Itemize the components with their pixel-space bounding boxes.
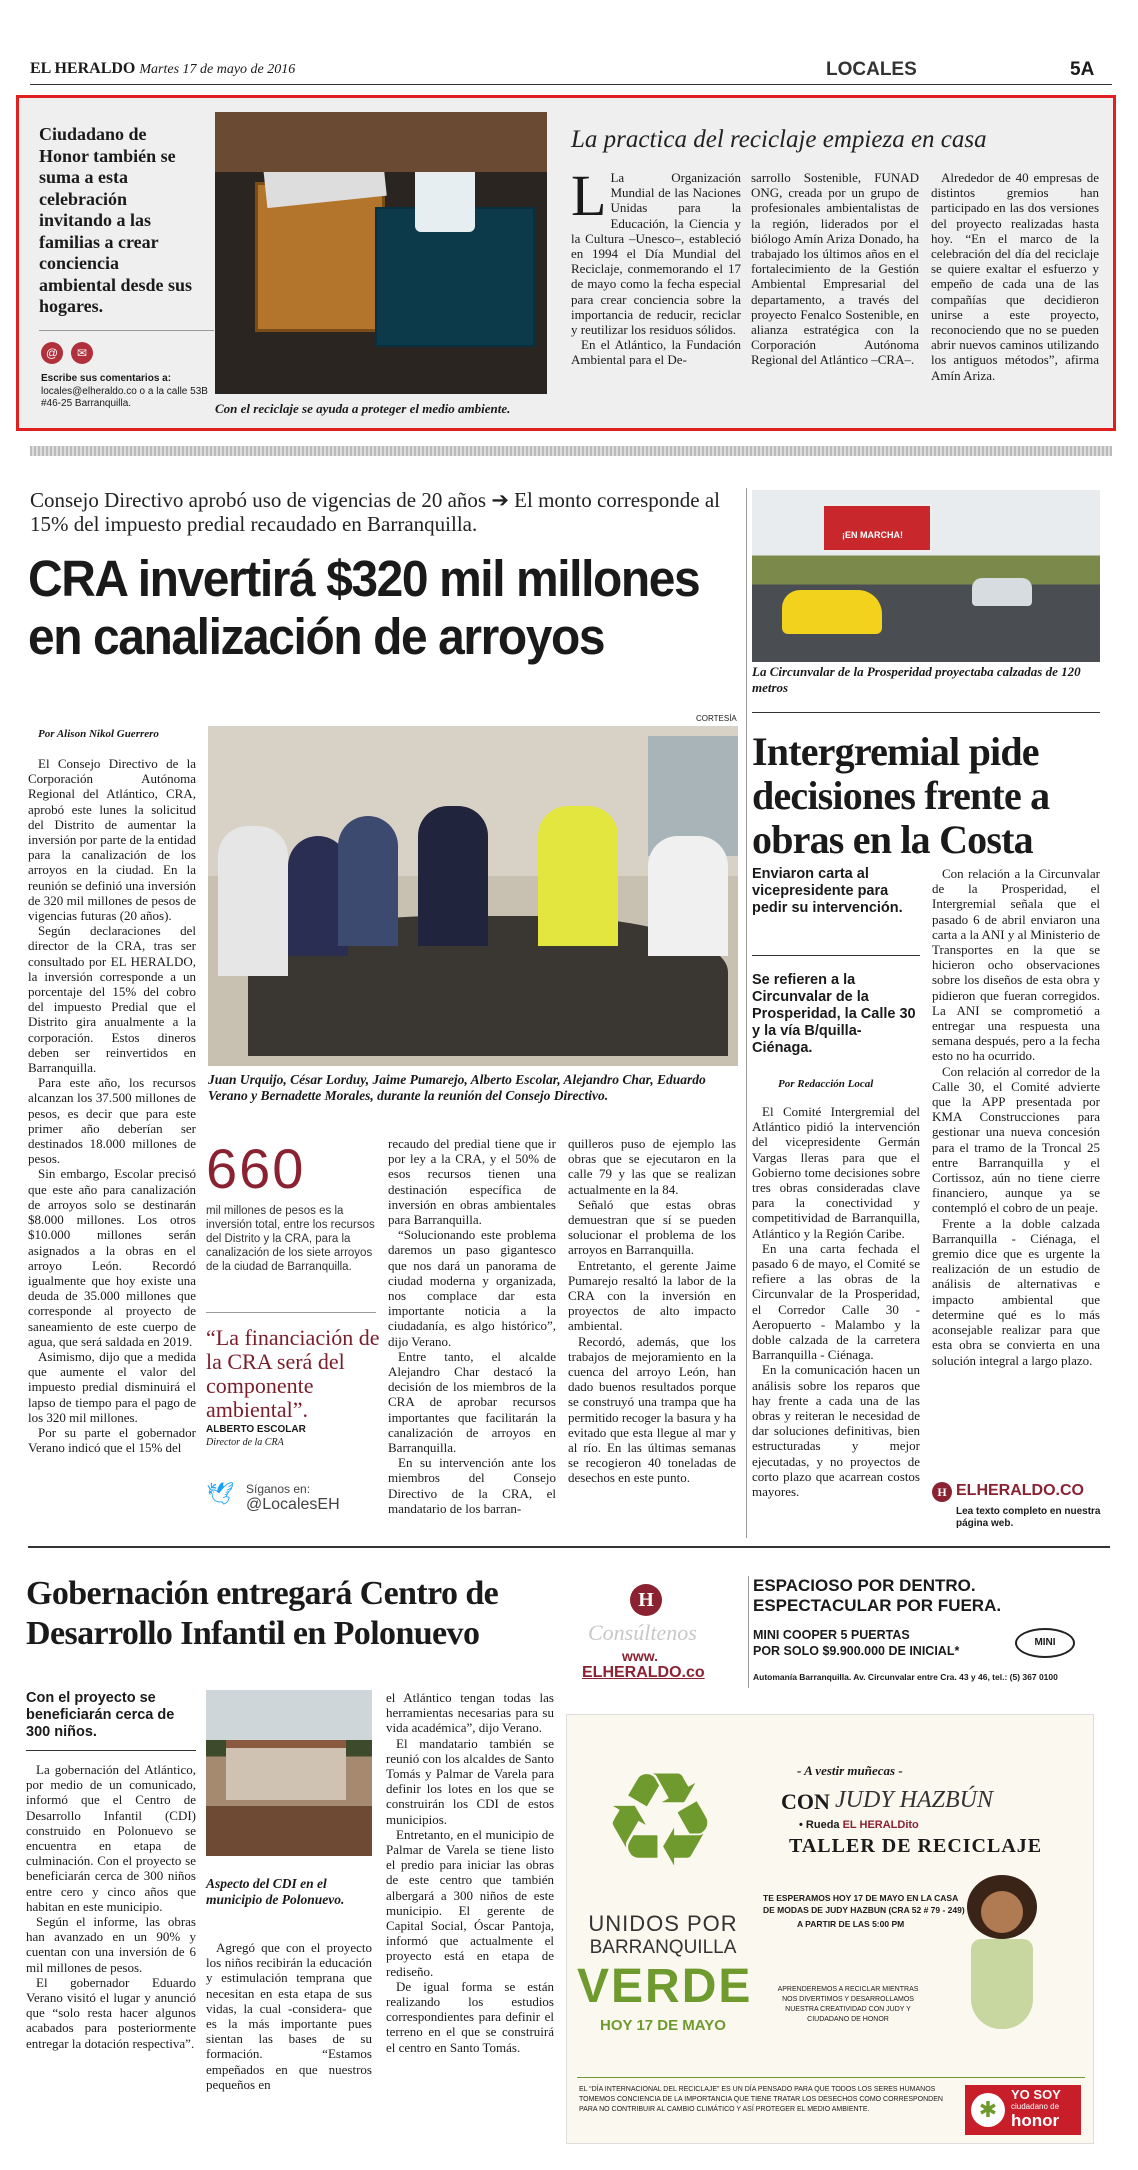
con-text: CON bbox=[781, 1789, 830, 1814]
inter-paragraph: En la comunicación hacen un análisis sobre los reparos que hay frente a cada una de las obras y reiteran le necesidad de dar soluciones definitivas, bien estructuradas y mejor ejecutadas, y no proyectos de corto plazo que acarrean costos mayores. bbox=[752, 1362, 920, 1500]
yosoy-star-icon: ✱ bbox=[971, 2093, 1005, 2127]
cra-paragraph: Señaló que estas obras demuestran que sí se pueden solucionar el problema de los arroyos en Barranquilla. bbox=[568, 1196, 736, 1258]
cra-paragraph: En su intervención ante los miembros del Consejo Directivo de la CRA, el mandatario de los barran- bbox=[388, 1455, 556, 1516]
heraldo-h-logo: H bbox=[630, 1584, 662, 1616]
comments-label: Escribe sus comentarios a: bbox=[41, 373, 172, 384]
cra-col-1 bbox=[28, 756, 196, 1455]
bottom-section-rule bbox=[28, 1546, 1110, 1548]
mini-offer-1: MINI COOPER 5 PUERTAS bbox=[753, 1628, 910, 1642]
invite-line-2: DE MODAS DE JUDY HAZBUN (CRA 52 # 79 - 249) bbox=[763, 1905, 965, 1915]
separator-band bbox=[30, 446, 1112, 456]
web-text: Lea texto completo en nuestra página web. bbox=[956, 1506, 1101, 1529]
comments-detail: locales@elheraldo.co o a la calle 53B #46-25 Barranquilla. bbox=[41, 386, 208, 409]
cra-kicker: Consejo Directivo aprobó uso de vigencias de 20 años ➔ El monto corresponde al 15% del impuesto predial recaudado en Barranquilla. bbox=[30, 488, 721, 536]
cra-paragraph: Según declaraciones del director de la CRA, tras ser consultado por EL HERALDO, la inversión corresponde a un porcentaje del 15% del cobro del impuesto Predial que el Distrito gira anualmente a la corporación. Estos dineros deben ser reinvertidos en Barranquilla. bbox=[28, 923, 196, 1076]
road-photo bbox=[752, 490, 1100, 662]
masthead-date: Martes 17 de mayo de 2016 bbox=[139, 62, 296, 77]
inter-paragraph: Frente a la doble calzada Barranquilla - Ciénaga, el gremio dice que es urgente la realización de un estudio de análisis de alternativas e impacto ambiental que determine qué es lo más aconsejable realizar para que esta obra se convierta en una solución integral a largo plazo. bbox=[932, 1215, 1100, 1368]
cra-paragraph: Entre tanto, el alcalde Alejandro Char destacó la decisión de los miembros de la CRA de aprobar recursos importantes que facilitarán la canalización de arroyos en Barranquilla. bbox=[388, 1348, 556, 1456]
consultenos-ad[interactable] bbox=[566, 1574, 736, 1686]
designer-name: JUDY HAZBÚN bbox=[835, 1787, 994, 1813]
verde-line-2: BARRANQUILLA bbox=[589, 1937, 737, 1958]
section-rule bbox=[752, 712, 1100, 713]
feature-photo-caption: Con el reciclaje se ayuda a proteger el medio ambiente. bbox=[215, 401, 511, 416]
verde-date: HOY 17 DE MAYO bbox=[600, 2017, 726, 2034]
ad-footer-rule bbox=[577, 2077, 1085, 2078]
stat-number: 660 bbox=[206, 1137, 306, 1200]
gob-col-2 bbox=[206, 1940, 372, 2092]
invite-line-1: TE ESPERAMOS HOY 17 DE MAYO EN LA CASA bbox=[763, 1893, 959, 1903]
mini-line-2: ESPECTACULAR POR FUERA. bbox=[753, 1596, 1002, 1615]
taxi bbox=[782, 590, 882, 634]
gob-headline: Gobernación entregará Centro de Desarrollo Infantil en Polonuevo bbox=[26, 1575, 499, 1652]
rueda-text bbox=[799, 1819, 919, 1831]
feature-dropcap: L bbox=[571, 163, 607, 228]
page-number: 5A bbox=[1070, 59, 1095, 80]
feature-headline: La practica del reciclaje empieza en casa bbox=[571, 126, 987, 153]
yosoy-line-3: honor bbox=[1011, 2111, 1060, 2130]
inter-deck-2: Se refieren a la Circunvalar de la Prosperidad, la Calle 30 y la vía B/quilla-Ciénaga. bbox=[752, 972, 916, 1056]
column-divider bbox=[746, 488, 747, 1538]
meeting-photo bbox=[208, 726, 738, 1066]
quote-role: Director de la CRA bbox=[206, 1437, 284, 1448]
taller-title: TALLER DE RECICLAJE bbox=[789, 1835, 1043, 1857]
ad-footer-text: EL “DÍA INTERNACIONAL DEL RECICLAJE” ES UN DÍA PENSADO PARA QUE TODOS LOS SERES HUMANOS TOMEMOS CONCIENCIA DE LA IMPORTANCIA QUE TIENE TRATAR LOS DESECHOS COMO CORRESPONDEN PARA NO CONTRIBUIR AL CAMBIO CLIMÁTICO Y ASÍ PROTEGER EL MEDIO AMBIENTE. bbox=[579, 2086, 943, 2113]
gob-paragraph: El mandatario también se reunió con los alcaldes de Santo Tomás y Palmar de Varela para definir los lotes en los que se construirán los CDI de estos municipios. bbox=[386, 1735, 554, 1827]
mini-line-1: ESPACIOSO POR DENTRO. bbox=[753, 1576, 976, 1595]
inter-paragraph: Con relación al corredor de la Calle 30, el Comité advierte que la APP presentada por KMA Construcciones para gestionar una nueva concesión para el tramo de la Troncal 25 entre Barranquilla y el Cortissoz, aún no tiene cierre financiero, aunque ya se contempló el cobro de un peaje. bbox=[932, 1063, 1100, 1216]
facebook-icon[interactable]: @ bbox=[41, 342, 63, 364]
masthead-rule bbox=[30, 84, 1112, 85]
www-text: www. bbox=[622, 1648, 659, 1664]
mini-footer: Automanía Barranquilla. Av. Circunvalar entre Cra. 43 y 46, tel.: (5) 367 0100 bbox=[753, 1672, 1058, 1682]
car bbox=[972, 578, 1032, 606]
mini-offer-2: POR SOLO $9.900.000 DE INICIAL* bbox=[753, 1644, 960, 1658]
billboard bbox=[822, 504, 932, 552]
inter-deck-1: Enviaron carta al vicepresidente para pedir su intervención. bbox=[752, 866, 903, 916]
email-icon[interactable]: ✉ bbox=[71, 342, 93, 364]
verde-line-3: VERDE bbox=[577, 1960, 753, 2013]
road-photo-caption: La Circunvalar de la Prosperidad proyectaba calzadas de 120 metros bbox=[752, 664, 1081, 695]
gob-deck: Con el proyecto se beneficiarán cerca de 300 niños. bbox=[26, 1690, 175, 1740]
inter-paragraph: Con relación a la Circunvalar de la Prosperidad, el Intergremial señala que el pasado 6 de abril enviaron una carta a la ANI y al Ministerio de Transportes en la que se hicieron ocho observaciones sobre los diseños de esta obra y pidieron que fueran corregidos. La ANI se comprometió a entregar una respuesta una semana después, pero a la fecha esto no ha ocurrido. bbox=[932, 866, 1100, 1064]
gob-paragraph: De igual forma se están realizando los estudios correspondientes para definir el terreno en el que se construirá el centro en Santo Tomás. bbox=[386, 1978, 554, 2055]
cdi-photo bbox=[206, 1690, 372, 1856]
invite-line-3: A PARTIR DE LAS 5:00 PM bbox=[797, 1919, 905, 1929]
billboard-text: ¡EN MARCHA! bbox=[842, 530, 903, 540]
feature-col-2 bbox=[751, 170, 919, 368]
feature-paragraph: En el Atlántico, la Fundación Ambiental para el De- bbox=[571, 337, 741, 368]
gob-col-3 bbox=[386, 1690, 554, 2055]
building bbox=[226, 1740, 346, 1800]
feature-box bbox=[16, 95, 1116, 431]
gob-col-1 bbox=[26, 1762, 196, 2051]
masthead-paper: EL HERALDO Martes 17 de mayo de 2016 bbox=[30, 60, 296, 77]
meeting-photo-caption: Juan Urquijo, César Lorduy, Jaime Pumarejo, Alberto Escolar, Alejandro Char, Eduardo Verano y Bernadette Morales, durante la reunión del Consejo Directivo. bbox=[208, 1072, 706, 1103]
rueda-label: • Rueda bbox=[799, 1819, 840, 1831]
stat-rule bbox=[206, 1312, 376, 1313]
yosoy-logo bbox=[965, 2085, 1081, 2135]
inter-paragraph: El Comité Intergremial del Atlántico pidió la intervención del vicepresidente Germán Vargas lleras para que el Gobierno tome decisiones sobre tres obras consideradas clave para la conectividad y competitividad de Barranquilla, Atlántico y la Región Caribe. bbox=[752, 1104, 920, 1241]
recycle-icon: ♻ bbox=[601, 1744, 719, 1896]
quote-author: ALBERTO ESCOLAR bbox=[206, 1424, 306, 1435]
recycling-photo bbox=[215, 112, 547, 394]
inter-col-1 bbox=[752, 1104, 920, 1499]
mini-logo-icon: MINI bbox=[1015, 1628, 1075, 1658]
gob-paragraph: Agregó que con el proyecto los niños recibirán la educación y estimulación temprana que necesitan en esta etapa de sus vidas, la cual -considera- que es la más importante pues sientan las bases de su formación. “Estamos empeñados en que nuestros pequeños en bbox=[206, 1940, 372, 2092]
person bbox=[648, 836, 728, 956]
heraldito-logo: EL HERALDito bbox=[842, 1819, 919, 1831]
doll-face bbox=[981, 1891, 1023, 1933]
wall bbox=[215, 112, 547, 172]
gob-paragraph: el Atlántico tengan todas las herramientas necesarias para su vida académica”, dijo Verano. bbox=[386, 1690, 554, 1736]
inter-col-2 bbox=[932, 866, 1100, 1368]
gob-paragraph: Según el informe, las obras han avanzado en un 90% y cuentan con una inversión de 6 mil millones de pesos. bbox=[26, 1914, 196, 1975]
twitter-icon[interactable]: 🕊 bbox=[206, 1482, 234, 1507]
gob-paragraph: La gobernación del Atlántico, por medio de un comunicado, informó que el Centro de Desarrollo Infantil (CDI) construido en Polonuevo se encuentra en etapa de culminación. Con el proyecto se beneficiarán cerca de 300 niños entre cero y cinco años que habitan en este municipio. bbox=[26, 1762, 196, 1914]
cra-paragraph: Por su parte el gobernador Verano indicó que el 15% del bbox=[28, 1424, 196, 1456]
feature-col-1 bbox=[571, 163, 741, 368]
person bbox=[338, 816, 398, 946]
inter-headline: Intergremial pide decisiones frente a obras en la Costa bbox=[752, 729, 1050, 862]
verde-line-1: UNIDOS POR bbox=[588, 1911, 738, 1936]
person bbox=[218, 826, 288, 976]
cra-paragraph: “Solucionando este problema daremos un paso gigantesco que nos dará un panorama de ciudad moderna y organizada, nos complace dar esta importante noticia a la ciudadanía, es algo histórico”, dijo Verano. bbox=[388, 1227, 556, 1349]
person bbox=[538, 806, 618, 946]
dolls-line: - A vestir muñecas - bbox=[797, 1763, 903, 1778]
stat-text: mil millones de pesos es la inversión total, entre los recursos del Distrito y la CRA, para la canalización de los siete arroyos de la ciudad de Barranquilla. bbox=[206, 1205, 375, 1273]
site-text: ELHERALDO.co bbox=[582, 1664, 705, 1681]
cra-paragraph: recaudo del predial tiene que ir por ley a la CRA, y el 50% de esos recursos tienen una destinación específica de inversión en obras ambientales para Barranquilla. bbox=[388, 1136, 556, 1228]
sidebar-rule bbox=[39, 330, 214, 331]
doll-dress bbox=[971, 1939, 1033, 2029]
twitter-handle[interactable]: @LocalesEH bbox=[246, 1496, 340, 1513]
reciclaje-ad[interactable] bbox=[566, 1714, 1094, 2144]
cra-paragraph: Recordó, además, que los trabajos de mejoramiento en la cuenca del arroyo León, han dado buenos resultados porque se construyó una trampa que ha permitido recoger la basura y ha evitado que esta llegue al mar y al río. En las últimas semanas se recogieron 40 toneladas de desechos en este punto. bbox=[568, 1333, 736, 1486]
mini-ad[interactable] bbox=[748, 1576, 1092, 1688]
cra-paragraph: Asimismo, dijo que a medida que aumente el valor del impuesto predial disminuirá el lapso de tiempo para el pago de los 320 mil millones. bbox=[28, 1348, 196, 1425]
feature-paragraph: Alrededor de 40 empresas de distintos gremios han participado en las dos versiones del proyecto realizadas hasta hoy. “En el marco de la celebración del día del reciclaje se quiere exaltar el esfuerzo y empeño de cada una de las compañías que decidieron unirse a este proyecto, reconociendo que no se pueden abrir nuevos caminos utilizando los antiguos métodos”, afirma Amín Ariza. bbox=[931, 170, 1099, 383]
gob-deck-rule bbox=[26, 1750, 196, 1751]
feature-paragraph: La Organización Mundial de las Naciones Unidas para la Educación, la Ciencia y la Cultura –Unesco–, estableció en 1994 el Día Mundial del Reciclaje, conmemorando el 17 de mayo como la fecha especial para crear conciencia sobre la importancia de reducir, reciclar y reutilizar los residuos sólidos. bbox=[571, 170, 741, 338]
pull-quote: “La financiación de la CRA será del componente ambiental”. bbox=[206, 1325, 380, 1422]
deck-rule bbox=[752, 955, 920, 956]
cra-headline: CRA invertirá $320 mil millones en canalización de arroyos bbox=[28, 550, 700, 665]
yosoy-line-1: YO SOY bbox=[1011, 2087, 1061, 2102]
web-logo[interactable]: ELHERALDO.CO bbox=[956, 1482, 1084, 1499]
gob-paragraph: El gobernador Eduardo Verano visitó el lugar y anunció que “solo resta hacer algunos acabados para posteriormente entregar la dotación respectiva”. bbox=[26, 1974, 196, 2051]
cra-col-3 bbox=[388, 1136, 556, 1516]
feature-col-3 bbox=[931, 170, 1099, 383]
cra-col-4 bbox=[568, 1136, 736, 1486]
cra-paragraph: Para este año, los recursos alcanzan los 37.500 millones de pesos, es decir que para este primer año deberían ser destinados 18.000 millones de pesos. bbox=[28, 1075, 196, 1167]
heraldo-h-icon: H bbox=[932, 1482, 952, 1502]
cra-paragraph: Entretanto, el gerente Jaime Pumarejo resaltó la labor de la CRA con la inversión en proyectos de alto impacto ambiental. bbox=[568, 1257, 736, 1334]
cra-paragraph: Sin embargo, Escolar precisó que este año para canalización de arroyos solo se destinarán $8.000 millones. Los otros $10.000 millones serán asignados a la obras en el arroyo León. Recordó igualmente que hoy existe una deuda de 35.000 millones que corresponde al proyecto de saneamiento de este cuerpo de agua, que será saldada en 2019. bbox=[28, 1166, 196, 1349]
cra-byline: Por Alison Nikol Guerrero bbox=[38, 728, 159, 740]
section-label: LOCALES bbox=[826, 59, 917, 80]
cra-paragraph: El Consejo Directivo de la Corporación Autónoma Regional del Atlántico, CRA, aprobó este lunes la solicitud del Distrito de aumentar la inversión por parte de la entidad para la canalización de los arroyos en la ciudad. En la reunión se definió una inversión de 320 mil millones de pesos de vigencias futuras (20 años). bbox=[28, 756, 196, 924]
doll-illustration bbox=[957, 1875, 1047, 2055]
cdi-photo-caption: Aspecto del CDI en el municipio de Polonuevo. bbox=[206, 1876, 345, 1907]
feature-paragraph: sarrollo Sostenible, FUNAD ONG, creada por un grupo de profesionales ambientalistas de la región, liderados por el biólogo Amín Ariza Donado, ha trabajado los últimos años en el fortalecimiento de la Gestión Ambiental Empresarial del departamento, a través del proyecto Fenalco Sostenible, en alianza estratégica con la Corporación Autónoma Regional del Atlántico –CRA–. bbox=[751, 170, 919, 368]
photo-credit: CORTESÍA bbox=[696, 714, 737, 723]
twitter-label: Síganos en: bbox=[246, 1482, 311, 1496]
yosoy-line-2: ciudadano de bbox=[1011, 2102, 1060, 2111]
consultenos-text: Consúltenos bbox=[588, 1620, 697, 1645]
feature-sidebar-text: Ciudadano de Honor también se suma a esta celebración invitando a las familias a crear conciencia ambiental desde sus hogares. bbox=[39, 124, 193, 316]
inter-paragraph: En una carta fechada el pasado 6 de mayo, el Comité se refiere a las obras de la Circunvalar de la Prosperidad, el Corredor Calle 30 - Aeropuerto - Malambo y la doble calzada de la carretera Barranquilla - Ciénaga. bbox=[752, 1240, 920, 1363]
cra-paragraph: quilleros puso de ejemplo las obras que se ejecutaron en la calle 79 y las que se realizan actualmente en la 84. bbox=[568, 1136, 736, 1197]
gob-paragraph: Entretanto, en el municipio de Palmar de Varela se tiene listo el predio para iniciar las obras de este centro que también albergará a 300 niños de este municipio. El gerente de Capital Social, Óscar Pantoja, informó que actualmente el proyecto está en etapa de rediseño. bbox=[386, 1826, 554, 1979]
learn-text: APRENDEREMOS A RECICLAR MIENTRAS NOS DIVERTIMOS Y DESARROLLAMOS NUESTRA CREATIVIDAD CON JUDY Y CIUDADANO DE HONOR bbox=[777, 1986, 919, 2023]
person bbox=[418, 806, 488, 946]
inter-byline: Por Redacción Local bbox=[778, 1078, 874, 1090]
